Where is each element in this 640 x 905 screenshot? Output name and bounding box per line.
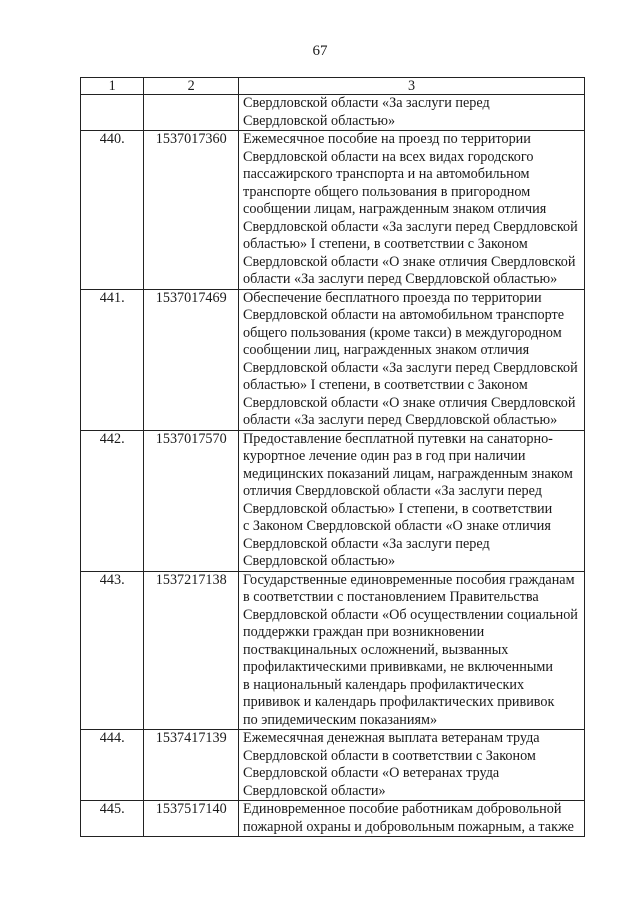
description-line: курортное лечение один раз в год при наличии [243, 448, 526, 464]
description-line: отличия Свердловской области «За заслуги перед [243, 483, 542, 499]
description-line: пожарной охраны и добровольным пожарным, а также [243, 818, 574, 835]
description-line: Предоставление бесплатной путевки на санаторно- [243, 430, 553, 447]
service-code: 1537217138 [144, 571, 239, 730]
description-line: Свердловской области «О ветеранах труда [243, 765, 500, 781]
description-line: области «За заслуги перед Свердловской областью» [243, 271, 558, 287]
service-description [239, 289, 585, 430]
row-number [81, 95, 144, 131]
description-line: Свердловской области «За заслуги перед [243, 535, 490, 552]
description-line: Свердловской областью» [243, 112, 396, 129]
table-row [81, 730, 585, 801]
description-line: Свердловской области «За заслуги перед Свердловской [243, 359, 578, 376]
description-line: Свердловской области «О знаке отличия Свердловской [243, 394, 576, 411]
service-description [239, 801, 585, 837]
description-line: Ежемесячная денежная выплата ветеранам труда [243, 730, 540, 746]
service-description [239, 571, 585, 730]
description-line: области «За заслуги перед Свердловской областью» [243, 412, 558, 428]
column-header-3: 3 [239, 78, 585, 95]
services-table [80, 77, 585, 837]
service-description [239, 430, 585, 571]
description-line: Свердловской области в соответствии с Законом [243, 747, 536, 764]
description-line: областью» I степени, в соответствии с Законом [243, 236, 528, 252]
description-line: медицинских показаний лицам, награжденным знаком [243, 465, 573, 482]
table-row [81, 430, 585, 571]
service-description [239, 730, 585, 801]
description-line: поствакцинальных осложнений, вызванных [243, 641, 509, 658]
table-row [81, 95, 585, 131]
description-line: сообщении лиц, награжденных знаком отличия [243, 342, 530, 358]
table-row [81, 289, 585, 430]
description-line: пассажирского транспорта и на автомобильном [243, 166, 530, 182]
description-line: Свердловской области» [243, 782, 386, 799]
table-row [81, 571, 585, 730]
description-line: Свердловской области «Об осуществлении социальной [243, 606, 578, 623]
column-header-1: 1 [81, 78, 144, 95]
description-line: Единовременное пособие работникам добровольной [243, 801, 562, 817]
row-number: 440. [81, 131, 144, 290]
description-line: Ежемесячное пособие на проезд по территории [243, 131, 531, 147]
description-line: по эпидемическим показаниям» [243, 711, 438, 728]
row-number: 444. [81, 730, 144, 801]
service-code: 1537517140 [144, 801, 239, 837]
row-number: 441. [81, 289, 144, 430]
description-line: с Законом Свердловской области «О знаке отличия [243, 518, 551, 534]
table-row [81, 131, 585, 290]
table-row [81, 801, 585, 837]
description-line: Свердловской области на автомобильном транспорте [243, 307, 565, 323]
description-line: Свердловской области на всех видах городского [243, 148, 534, 165]
column-header-2: 2 [144, 78, 239, 95]
description-line: Свердловской области «За заслуги перед Свердловской [243, 218, 578, 235]
description-line: общего пользования (кроме такси) в междугородном [243, 324, 562, 341]
description-line: сообщении лицам, награжденным знаком отличия [243, 201, 547, 217]
row-number: 443. [81, 571, 144, 730]
service-code: 1537417139 [144, 730, 239, 801]
service-code: 1537017570 [144, 430, 239, 571]
row-number: 442. [81, 430, 144, 571]
description-line: прививок и календарь профилактических прививок [243, 694, 555, 710]
service-code: 1537017360 [144, 131, 239, 290]
description-line: Свердловской области «О знаке отличия Свердловской [243, 253, 576, 270]
description-line: Свердловской области «За заслуги перед [243, 95, 490, 111]
description-line: областью» I степени, в соответствии с Законом [243, 377, 528, 393]
service-code: 1537017469 [144, 289, 239, 430]
table-header-row [81, 78, 585, 95]
description-line: Свердловской областью» [243, 553, 396, 569]
description-line: Свердловской областью» I степени, в соответствии [243, 500, 553, 517]
description-line: в соответствии с постановлением Правительства [243, 589, 539, 605]
description-line: профилактическими прививками, не включенными [243, 659, 553, 675]
description-line: Государственные единовременные пособия гражданам [243, 571, 575, 588]
description-line: в национальный календарь профилактических [243, 676, 525, 693]
service-description [239, 131, 585, 290]
description-line: транспорте общего пользования в пригородном [243, 183, 531, 200]
service-description [239, 95, 585, 131]
description-line: Обеспечение бесплатного проезда по территории [243, 289, 542, 306]
row-number: 445. [81, 801, 144, 837]
page-number: 67 [312, 43, 328, 59]
description-line: поддержки граждан при возникновении [243, 624, 485, 640]
service-code [144, 95, 239, 131]
table-body [81, 95, 585, 837]
